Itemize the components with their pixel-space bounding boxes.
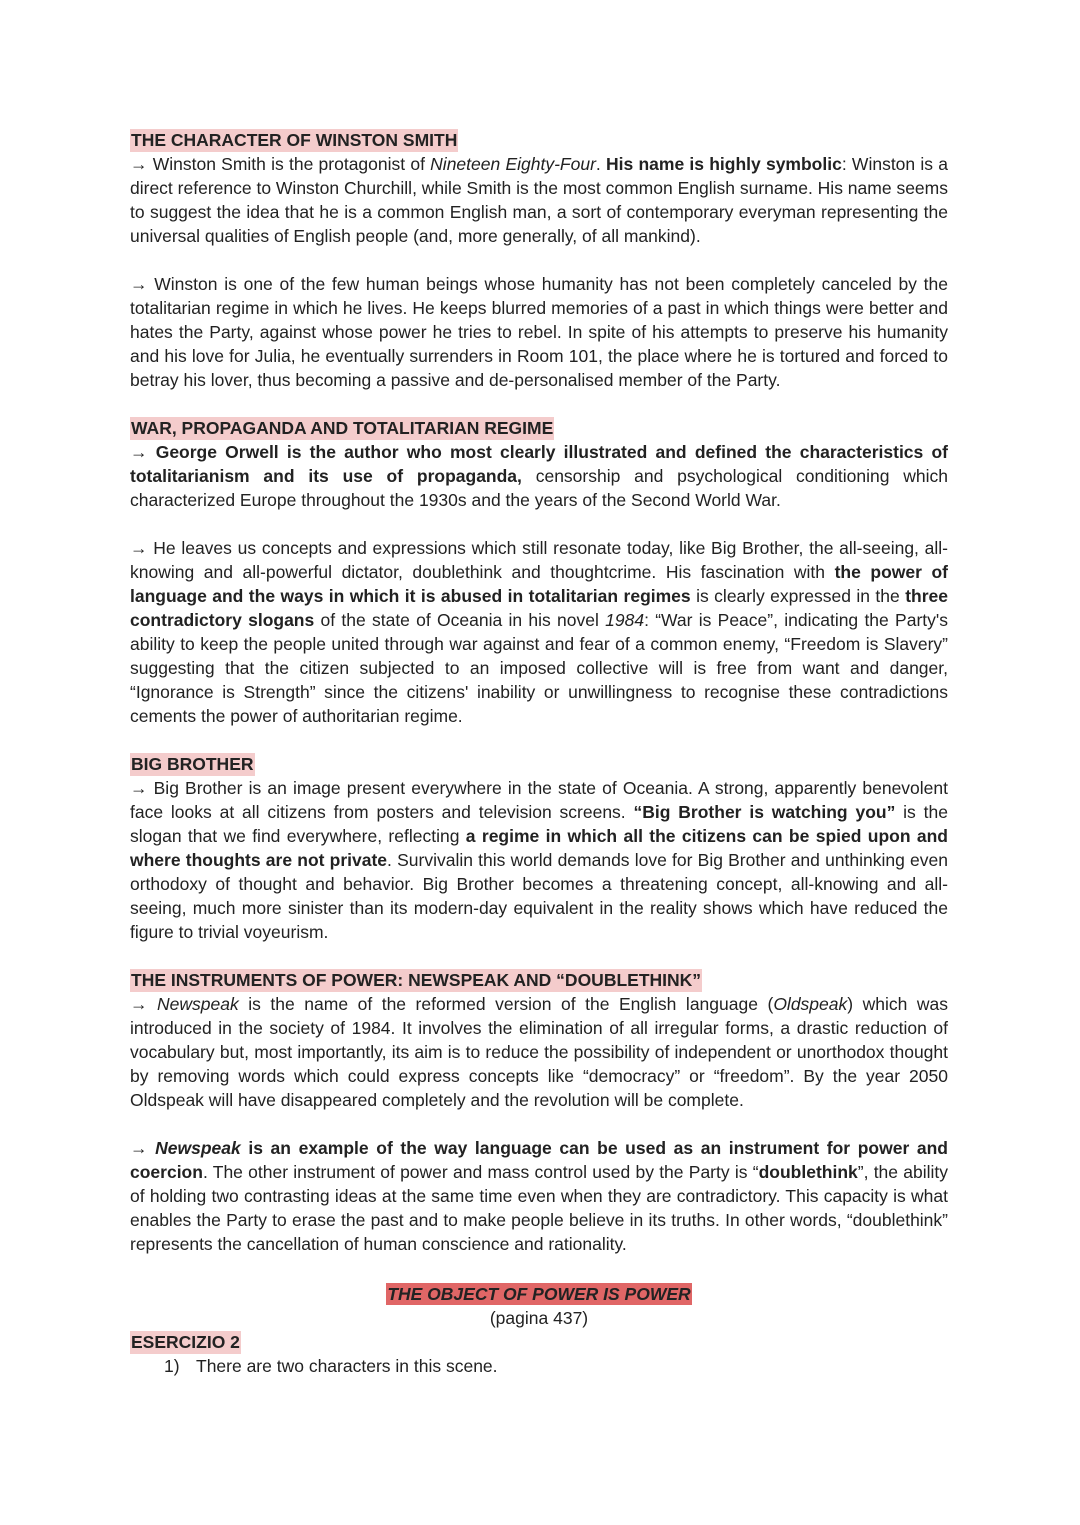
text-run: Newspeak (157, 994, 239, 1014)
section (130, 128, 948, 392)
section-paragraph (130, 440, 948, 512)
section-paragraph (130, 272, 948, 392)
power-title-block (130, 1282, 948, 1330)
exercise-item-text: There are two characters in this scene. (196, 1356, 498, 1376)
text-run: : Winston is a direct reference to Winston Churchill, while Smith is the most common English surname. His name seems to suggest the idea that he is a common English man, a sort of contemporary everyman representing the universal qualities of English people (and, more generally, of all mankind). (130, 154, 948, 246)
section (130, 968, 948, 1256)
exercise-heading: ESERCIZIO 2 (131, 1332, 240, 1352)
text-run: doublethink (758, 1162, 858, 1182)
text-run: . Survivalin this world demands love for Big Brother and unthinking even orthodoxy of thought and behavior. Big Brother becomes a threatening concept, all-knowing and all-seeing, much more sinister than its modern-day equivalent in the reality shows which have reduced the figure to trivial voyeurism. (130, 850, 949, 942)
text-run: is the name of the reformed version of the English language ( (238, 994, 774, 1014)
text-run: censorship and psychological conditioning which characterized Europe throughout the 1930s and the years of the Second World War. (130, 466, 949, 510)
section (130, 752, 948, 944)
section-heading: THE INSTRUMENTS OF POWER: NEWSPEAK AND “DOUBLETHINK” (131, 970, 702, 990)
text-run: → George Orwell is the author who most clearly illustrated and defined the characteristics of totalitarianism and its use of propaganda, (130, 442, 948, 486)
text-run: a regime in which all the citizens can be spied upon and where thoughts are not private (130, 826, 948, 870)
text-run: 1984 (605, 610, 645, 630)
section-heading: WAR, PROPAGANDA AND TOTALITARIAN REGIME (131, 418, 554, 438)
section-heading: THE CHARACTER OF WINSTON SMITH (131, 130, 458, 150)
text-run: His name is highly symbolic (606, 154, 842, 174)
power-title: THE OBJECT OF POWER IS POWER (387, 1284, 691, 1304)
text-run: → He leaves us concepts and expressions which still resonate today, like Big Brother, the all-seeing, all-knowing and all-powerful dictator, doublethink and thoughtcrime. His fascination with (130, 538, 948, 582)
text-run: is clearly expressed in the (690, 586, 906, 606)
text-run: : “War is Peace”, indicating the Party's ability to keep the people united through war against and fear of a common enemy, “Freedom is Slavery” suggesting that the citizen subjected to an imposed collective will is free from want and danger, “Ignorance is Strength” since the citizens' inability or unwillingness to recognise these contradictions cements the power of authoritarian regime. (130, 610, 948, 726)
text-run: of the state of Oceania in his novel (314, 610, 606, 630)
exercise-block (130, 1330, 948, 1378)
text-run: . (595, 154, 606, 174)
text-run: → Big Brother is an image present everywhere in the state of Oceania. A strong, apparently benevolent face looks at all citizens from posters and television screens. (130, 778, 948, 822)
section-paragraph (130, 536, 948, 728)
page-reference: (pagina 437) (489, 1308, 589, 1328)
text-run: . The other instrument of power and mass control used by the Party is “ (202, 1162, 759, 1182)
text-run: Nineteen Eighty-Four (430, 154, 596, 174)
exercise-list (130, 1354, 948, 1378)
text-run: ) which was introduced in the society of 1984. It involves the elimination of all irregular forms, a drastic reduction of vocabulary but, most importantly, its aim is to reduce the possibility of independent or unorthodox thought by removing words which could express concepts like “democracy” or “freedom”. By the year 2050 Oldspeak will have disappeared completely and the revolution will be complete. (130, 994, 948, 1110)
text-run: → (130, 1138, 156, 1158)
section-paragraph (130, 992, 948, 1112)
text-run: three contradictory slogans (130, 586, 948, 630)
section-paragraph (130, 152, 948, 248)
text-run: is the slogan that we find everywhere, reflecting (130, 802, 948, 846)
exercise-item-number: 1) (164, 1356, 180, 1376)
text-run: → Winston Smith is the protagonist of (130, 154, 431, 174)
text-run: “Big Brother is watching you” (633, 802, 896, 822)
text-run: is an example of the way language can be used as an instrument for power and coercion (130, 1138, 948, 1182)
text-run: Oldspeak (773, 994, 848, 1014)
text-run: → Winston is one of the few human beings whose humanity has not been completely canceled by the totalitarian regime in which he lives. He keeps blurred memories of a past in which things were better and hates the Party, against whose power he tries to rebel. In spite of his attempts to preserve his humanity and his love for Julia, he eventually surrenders in Room 101, the place where he is tortured and forced to betray his lover, thus becoming a passive and de-personalised member of the Party. (130, 274, 948, 390)
exercise-item (164, 1354, 948, 1378)
text-run: ”, the ability of holding two contrasting ideas at the same time even when they are contradictory. This capacity is what enables the Party to erase the past and to make people believe in its truths. In other words, “doublethink” represents the cancellation of human conscience and rationality. (130, 1162, 949, 1254)
section-paragraph (130, 1136, 948, 1256)
document-page (130, 128, 948, 1378)
text-run: → (130, 994, 158, 1014)
section (130, 416, 948, 728)
section-heading: BIG BROTHER (131, 754, 254, 774)
text-run: Newspeak (155, 1138, 241, 1158)
document-sections (130, 128, 948, 1256)
text-run: the power of language and the ways in which it is abused in totalitarian regimes (130, 562, 948, 606)
section-paragraph (130, 776, 948, 944)
